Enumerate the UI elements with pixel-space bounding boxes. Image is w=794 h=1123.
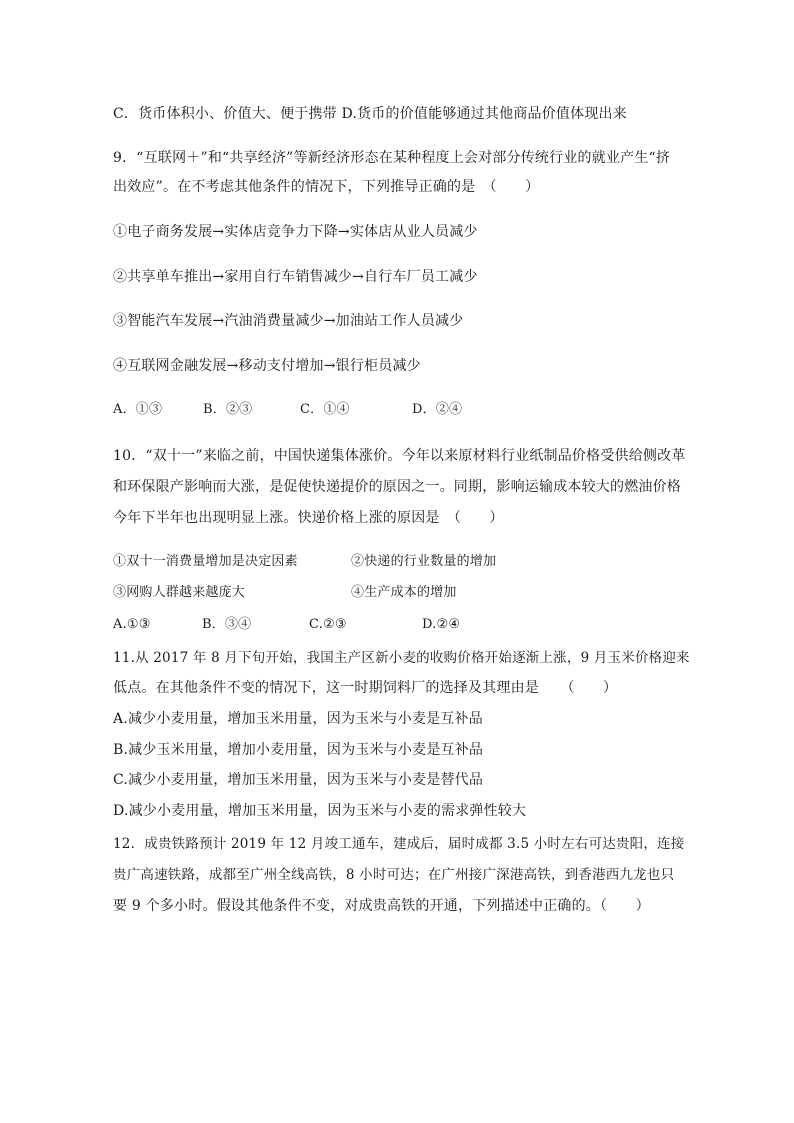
q9-item-1: ①电子商务发展→实体店竞争力下降→实体店从业人员减少 — [113, 224, 478, 240]
q9-options — [113, 400, 693, 420]
q10-stem-line1: 10．“双十一”来临之前，中国快递集体涨价。今年以来原材料行业纸制品价格受供给侧改革 — [113, 448, 686, 464]
q9-option-c: C．①④ — [300, 402, 350, 417]
q10-option-c: C.②③ — [309, 617, 347, 632]
q12-stem-line2: 贵广高速铁路，成都至广州全线高铁，8 小时可达；在广州接广深港高铁，到香港西九龙也只 — [113, 867, 675, 883]
q9-item-2: ②共享单车推出→家用自行车销售减少→自行车厂员工减少 — [113, 269, 478, 285]
q10-items-row1 — [113, 552, 693, 572]
q10-options — [113, 615, 693, 635]
q10-stem-line2: 和环保限产影响而大涨，是促使快递提价的原因之一。同期，影响运输成本较大的燃油价格 — [113, 479, 681, 495]
q10-option-d: D.②④ — [422, 617, 461, 632]
q11-stem-line1: 11.从 2017 年 8 月下旬开始，我国主产区新小麦的收购价格开始逐渐上涨，9 月玉米价格迎来 — [113, 650, 690, 666]
q10-items-row2 — [113, 583, 693, 603]
q9-option-a: A．①③ — [113, 402, 163, 417]
q10-stem-line3: 今年下半年也出现明显上涨。快递价格上涨的原因是 （ ） — [113, 510, 504, 526]
q12-stem-line3: 要 9 个多小时。假设其他条件不变，对成贵高铁的开通，下列描述中正确的。（ ） — [113, 898, 650, 914]
q11-option-c: C.减少小麦用量，增加玉米用量，因为玉米与小麦是替代品 — [113, 772, 484, 788]
q10-item-3: ③网购人群越来越庞大 — [113, 585, 246, 600]
q11-stem-line2: 低点。在其他条件不变的情况下，这一时期饲料厂的选择及其理由是 （ ） — [113, 680, 618, 696]
q9-option-d: D．②④ — [412, 402, 463, 417]
q9-item-3: ③智能汽车发展→汽油消费量减少→加油站工作人员减少 — [113, 313, 464, 329]
q10-option-b: B．③④ — [202, 617, 252, 632]
q9-item-4: ④互联网金融发展→移动支付增加→银行柜员减少 — [113, 358, 421, 374]
q11-option-a: A.减少小麦用量，增加玉米用量，因为玉米与小麦是互补品 — [113, 711, 483, 727]
q12-stem-line1: 12．成贵铁路预计 2019 年 12 月竣工通车，建成后，届时成都 3.5 小时左右可达贵阳，连接 — [113, 836, 685, 852]
q10-option-a: A.①③ — [113, 617, 151, 632]
q10-item-2: ②快递的行业数量的增加 — [351, 554, 497, 569]
q9-stem-line1: 9．“互联网＋”和“共享经济”等新经济形态在某种程度上会对部分传统行业的就业产生“挤 — [113, 150, 671, 166]
q10-item-1: ①双十一消费量增加是决定因素 — [113, 554, 298, 569]
q9-option-b: B．②③ — [203, 402, 253, 417]
q11-option-d: D.减少小麦用量，增加玉米用量，因为玉米与小麦的需求弹性较大 — [113, 803, 527, 819]
q11-option-b: B.减少玉米用量，增加小麦用量，因为玉米与小麦是互补品 — [113, 742, 484, 758]
q8-options-cd: C．货币体积小、价值大、便于携带 D.货币的价值能够通过其他商品价值体现出来 — [113, 106, 627, 122]
q9-stem-line2: 出效应”。在不考虑其他条件的情况下，下列推导正确的是 （ ） — [113, 179, 540, 195]
q10-item-4: ④生产成本的增加 — [351, 585, 457, 600]
